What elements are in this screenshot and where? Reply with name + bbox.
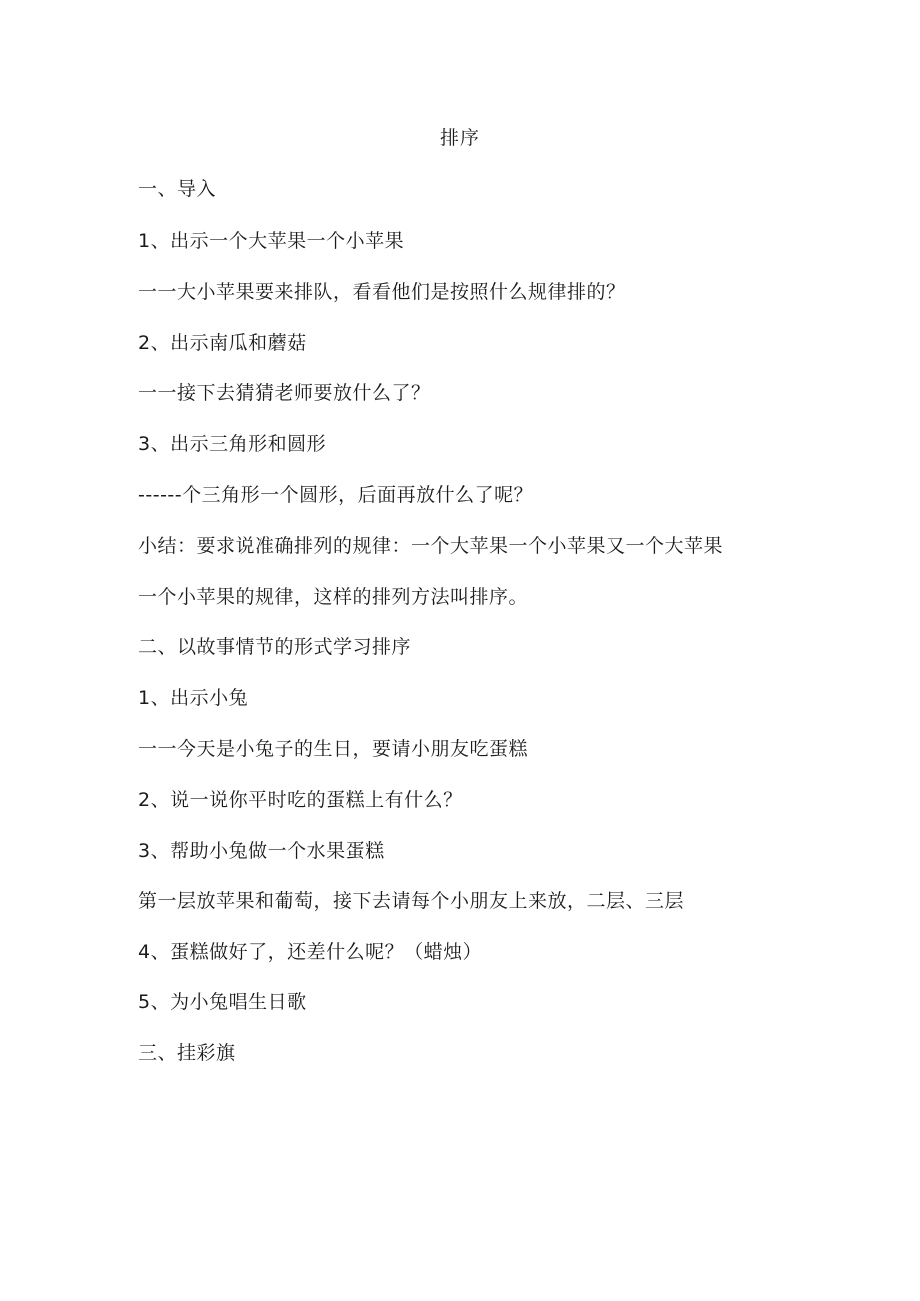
- step-item: 2、出示南瓜和蘑菇: [138, 332, 307, 354]
- step-item: 1、出示一个大苹果一个小苹果: [138, 230, 405, 252]
- instruction-line: 第一层放苹果和葡萄，接下去请每个小朋友上来放，二层、三层: [138, 890, 685, 912]
- step-item: 2、说一说你平时吃的蛋糕上有什么？: [138, 789, 463, 811]
- summary-line: 小结：要求说准确排列的规律：一个大苹果一个小苹果又一个大苹果: [138, 535, 724, 557]
- dialogue-line: 一一接下去猜猜老师要放什么了？: [138, 382, 431, 404]
- dialogue-line: 一一今天是小兔子的生日，要请小朋友吃蛋糕: [138, 738, 529, 760]
- document-title: 排序: [439, 127, 480, 149]
- section-heading-intro: 一、导入: [138, 178, 217, 200]
- step-item: 4、蛋糕做好了，还差什么呢？（蜡烛）: [138, 941, 483, 963]
- summary-line-continued: 一个小苹果的规律，这样的排列方法叫排序。: [138, 586, 529, 608]
- section-heading-flags: 三、挂彩旗: [138, 1042, 236, 1064]
- step-item: 3、出示三角形和圆形: [138, 433, 327, 455]
- section-heading-story: 二、以故事情节的形式学习排序: [138, 636, 412, 658]
- dialogue-line: 一一大小苹果要来排队，看看他们是按照什么规律排的？: [138, 281, 626, 303]
- dialogue-line: ------个三角形一个圆形，后面再放什么了呢？: [138, 484, 534, 506]
- step-item: 1、出示小兔: [138, 687, 249, 709]
- step-item: 3、帮助小兔做一个水果蛋糕: [138, 840, 385, 862]
- step-item: 5、为小兔唱生日歌: [138, 991, 307, 1013]
